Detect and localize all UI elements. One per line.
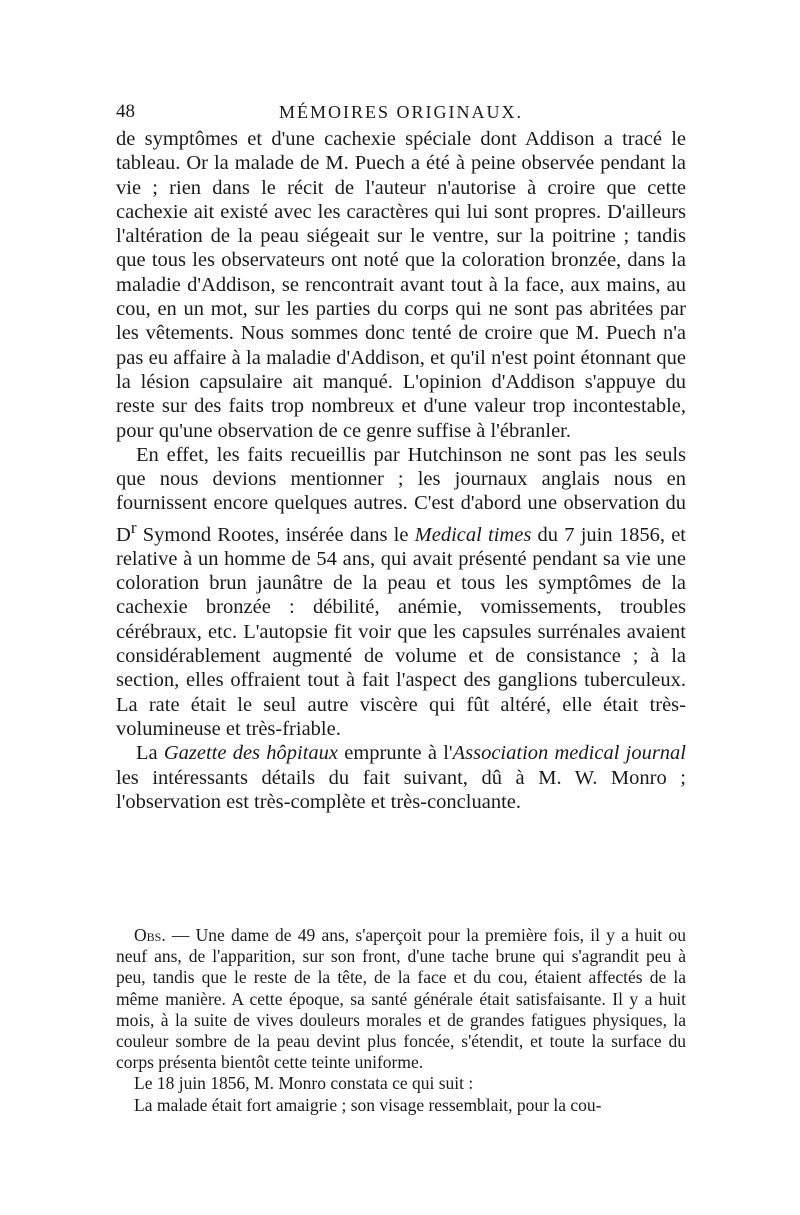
paragraph-2-text-a: En effet, les faits recueillis par Hutchinson ne sont pas les seuls que nous devions mentionner ; les journaux anglais nous en fournissent encore quelques autres. C'est d'abord une observation du D [116,443,686,546]
paragraph-1: de symptômes et d'une cachexie spéciale dont Addison a tracé le tableau. Or la malade de M. Puech a été à peine observée pendant la vie ; rien dans le récit de l'auteur n'autorise à croire que cette cachexie ait existé avec les caractères qui lui sont propres. D'ailleurs l'altération de la peau siégeait sur le ventre, sur la poitrine ; tandis que tous les observateurs ont noté que la coloration bronzée, dans la maladie d'Addison, se rencontrait avant tout à la face, aux mains, au cou, en un mot, sur les parties du corps qui ne sont pas abritées par les vêtements. Nous sommes donc tenté de croire que M. Puech n'a pas eu affaire à la maladie d'Addison, et qu'il n'est point étonnant que la lésion capsulaire ait manqué. L'opinion d'Addison s'appuye du reste sur des faits trop nombreux et d'une valeur trop incontestable, pour qu'une observation de ce genre suffise à l'ébranler. [116,128,686,442]
doctor-abbrev-superscript: r [130,517,137,537]
main-text [116,127,686,814]
observation-line-last: La malade était fort amaigrie ; son visage ressemblait, pour la cou- [134,1094,602,1115]
observation-paragraph [116,925,686,1073]
running-head [116,100,686,124]
observation-text: — Une dame de 49 ans, s'aperçoit pour la première fois, il y a huit ou neuf ans, de l'apparition, sur son front, d'une tache brune qui s'agrandit peu à peu, tandis que le reste de la tête, de la face et du cou, étaient affectés de la même manière. A cette époque, sa santé générale était satisfaisante. Il y a huit mois, à la suite de vives douleurs morales et de grandes fatigues physiques, la couleur sombre de la peau devint plus foncée, s'étendit, et toute la surface du corps présenta bientôt cette teinte uniforme. [116,925,686,1073]
page-number: 48 [116,101,135,122]
paragraph-3-text-a: La [136,742,164,765]
paragraph-2 [116,443,686,741]
paragraph-3 [116,741,686,814]
observation-block [116,925,686,1116]
running-title: MÉMOIRES ORIGINAUX. [279,102,523,122]
paragraph-3-text-b: emprunte à l' [338,742,453,765]
observation-label: Obs. [134,925,166,945]
paragraph-2-text-c: du 7 juin 1856, et relative à un homme de 54 ans, qui avait présenté pendant sa vie une coloration brun jaunâtre de la peau et tous les symptômes de la cachexie bronzée : débilité, anémie, vomissements, troubles cérébraux, etc. L'autopsie fit voir que les capsules surrénales avaient considérablement augmenté de volume et de consistance ; à la section, elles offraient tout à fait l'aspect des ganglions tuberculeux. La rate était le seul autre viscère qui fût altéré, elle était très-volumineuse et très-friable. [116,523,686,740]
journal-title-medical-times: Medical times [414,523,532,546]
journal-title-gazette: Gazette des hôpitaux [163,742,339,765]
journal-title-association: Association medical journal [452,742,686,765]
observation-line-date: Le 18 juin 1856, M. Monro constata ce qui suit : [134,1073,474,1094]
paragraph-3-text-c: les intéressants détails du fait suivant, dû à M. W. Monro ; l'observation est très-complète et très-concluante. [116,766,686,813]
paragraph-2-text-b: Symond Rootes, insérée dans le [136,523,415,546]
